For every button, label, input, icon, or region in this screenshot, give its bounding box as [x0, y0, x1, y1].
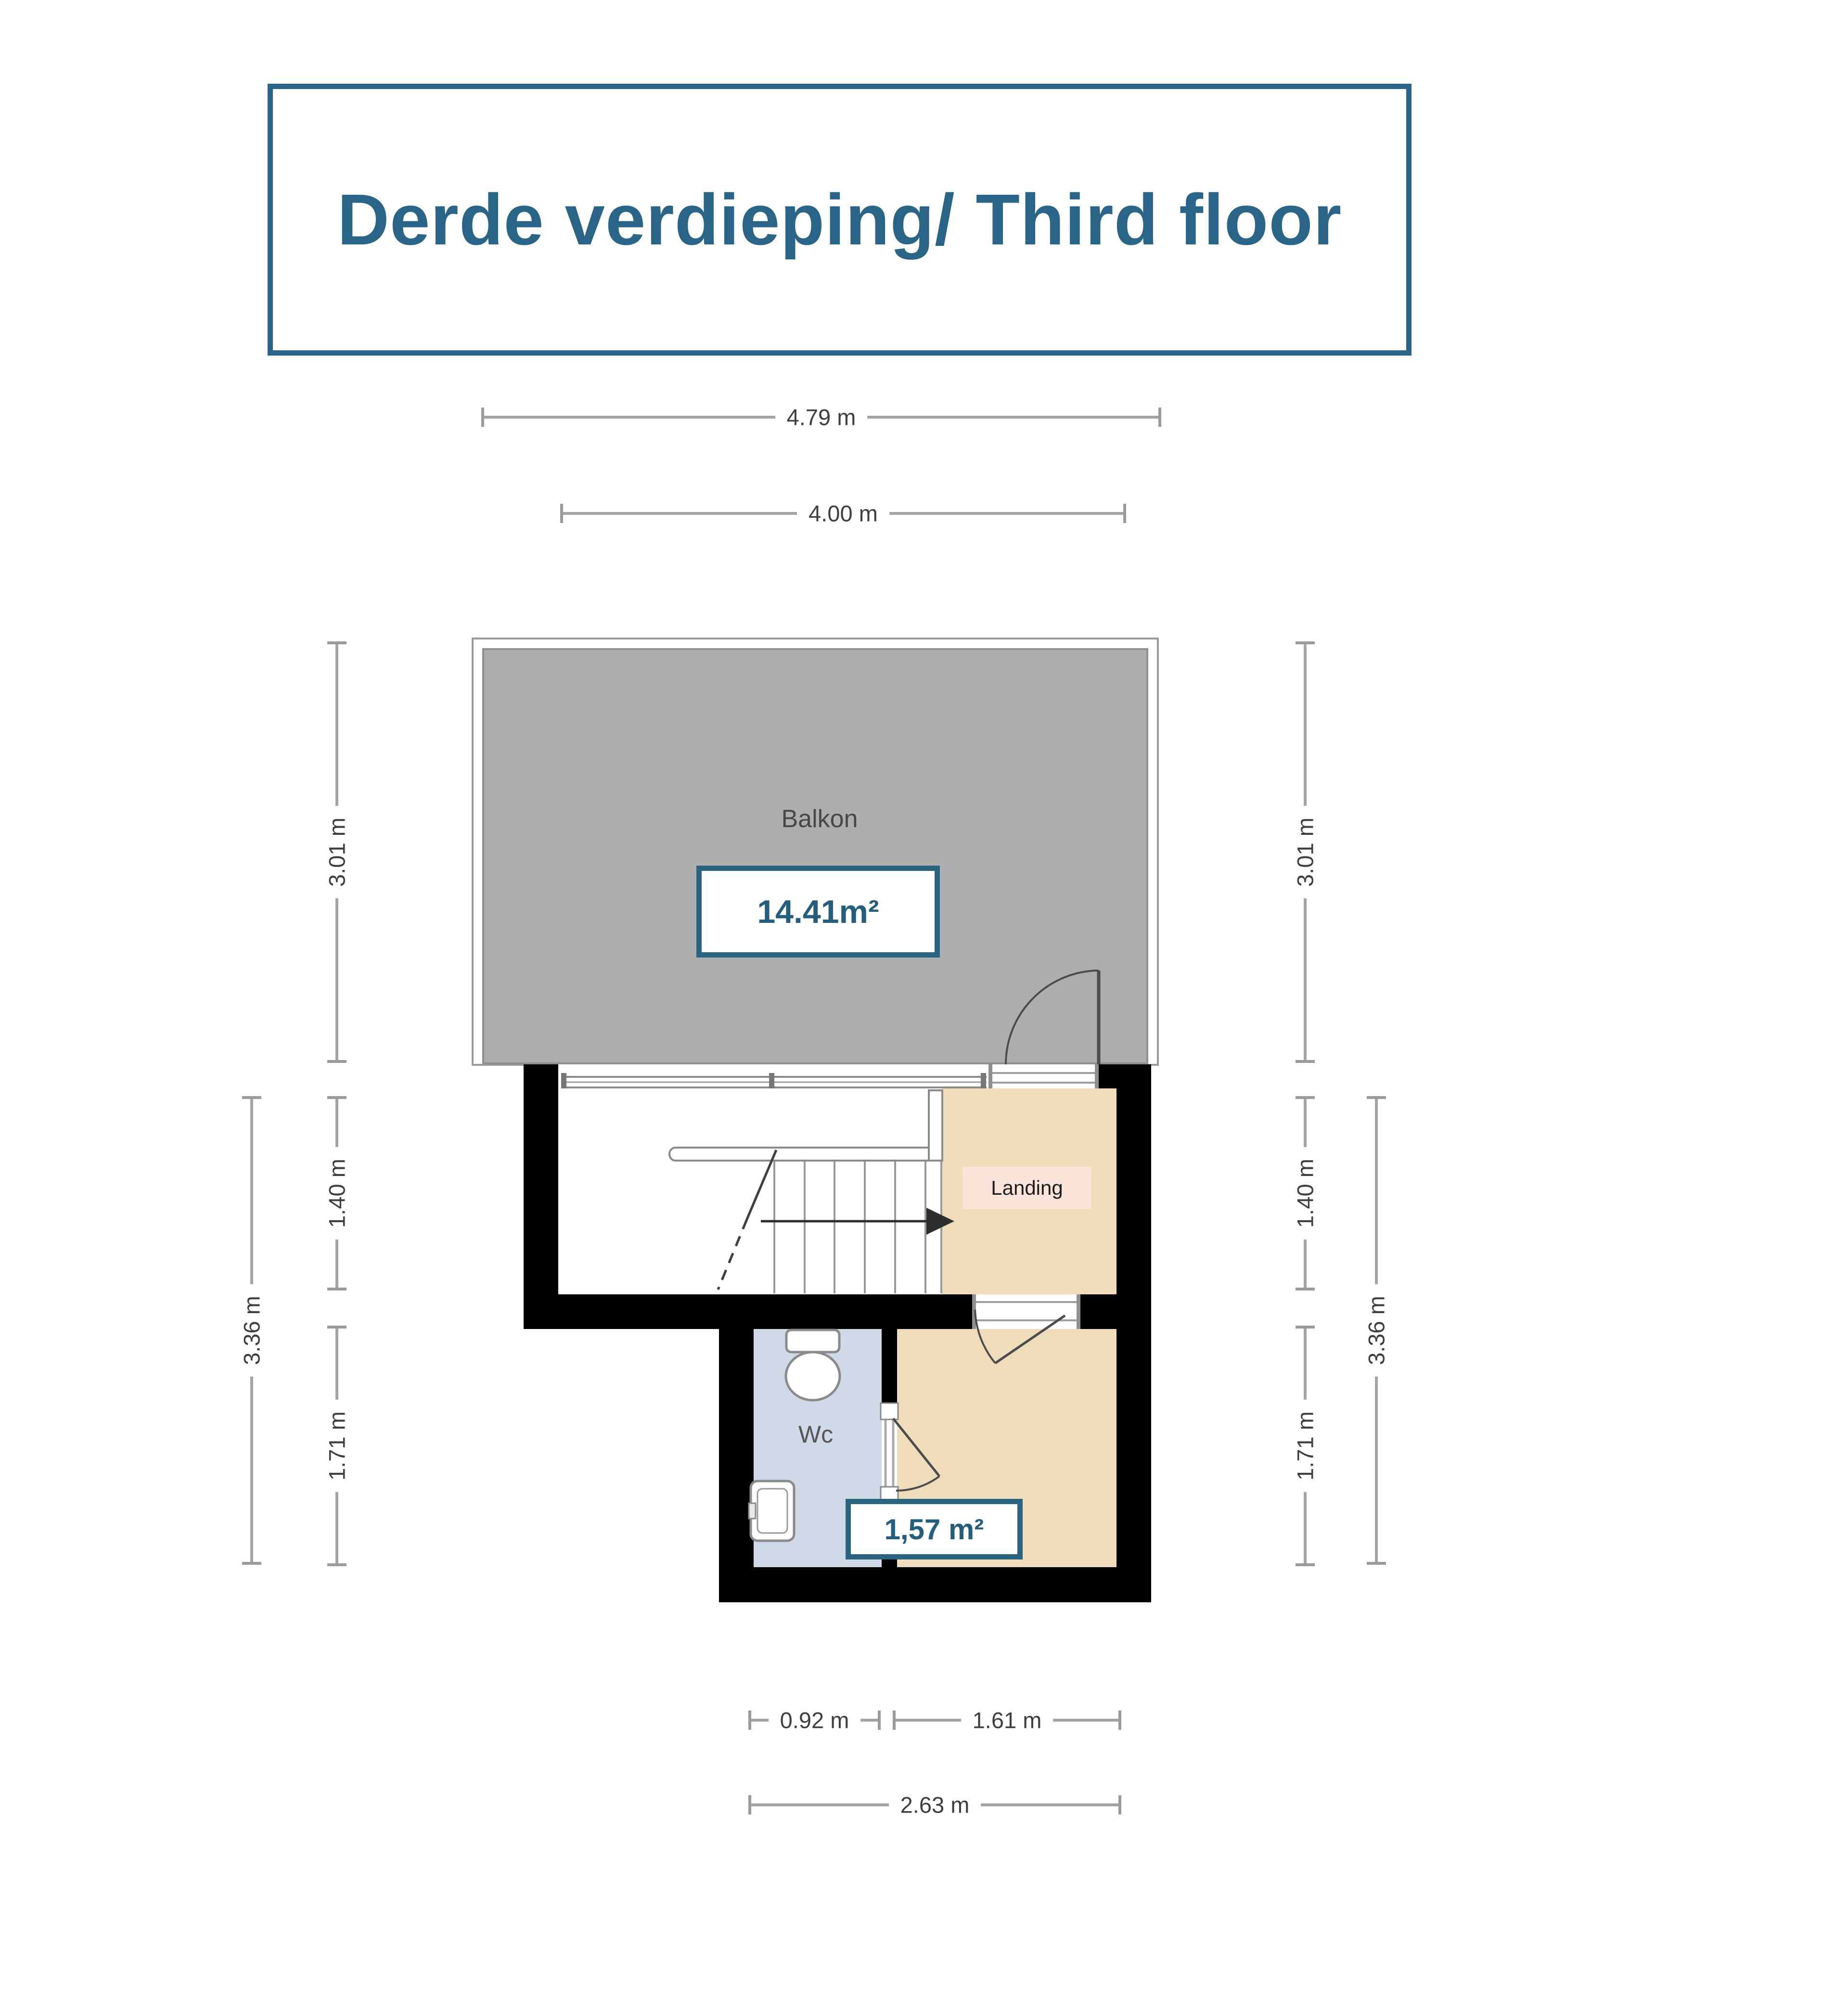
- dim-tick-end: [327, 1288, 346, 1290]
- landing-door-opening: [972, 1294, 1080, 1329]
- landing-label-box: [962, 1167, 1091, 1209]
- dim-tick-start: [327, 1096, 346, 1099]
- dim-label: 2.63 m: [889, 1792, 981, 1818]
- balcony-area-value: 14.41m²: [757, 893, 879, 930]
- balcony-door-opening: [988, 1064, 1099, 1088]
- balcony-window: [558, 1064, 988, 1088]
- dim-tick-end: [1118, 1795, 1121, 1814]
- floor-title-box: [268, 84, 1412, 356]
- wall-lower-left: [719, 1329, 754, 1602]
- dim-label: 3.01 m: [324, 806, 350, 898]
- stairwell-floor: [558, 1088, 942, 1294]
- dim-label: 1.71 m: [1292, 1400, 1319, 1492]
- dim-tick-start: [242, 1096, 261, 1099]
- dim-label: 1.71 m: [324, 1400, 350, 1492]
- wall-wc-divider-upper: [882, 1329, 897, 1418]
- dim-tick-end: [242, 1562, 261, 1565]
- dim-label: 4.00 m: [797, 500, 889, 527]
- wall-lower-bottom: [719, 1567, 1151, 1602]
- dim-tick-start: [893, 1711, 896, 1730]
- dim-tick-end: [878, 1711, 881, 1730]
- dim-tick-start: [481, 408, 484, 427]
- landing-label: Landing: [991, 1176, 1063, 1199]
- balcony-area-badge: [696, 866, 940, 958]
- dim-tick-end: [1296, 1563, 1315, 1566]
- dim-label: 1.61 m: [961, 1707, 1053, 1734]
- dim-tick-end: [1118, 1711, 1121, 1730]
- dim-tick-start: [327, 641, 346, 644]
- balcony-label: Balkon: [781, 805, 858, 833]
- dim-tick-end: [1158, 408, 1161, 427]
- dim-tick-end: [327, 1060, 346, 1063]
- wall-middle-left: [524, 1064, 558, 1329]
- balcony-floor: [482, 648, 1148, 1064]
- dim-tick-start: [1296, 1096, 1315, 1099]
- dim-tick-end: [327, 1563, 346, 1566]
- dim-tick-start: [560, 504, 563, 523]
- dim-tick-start: [748, 1795, 751, 1814]
- dim-tick-start: [1296, 1326, 1315, 1329]
- floor-title: Derde verdieping/ Third floor: [337, 179, 1342, 260]
- wc-label: Wc: [798, 1421, 834, 1448]
- dim-label: 1.40 m: [1292, 1147, 1319, 1239]
- dim-tick-end: [1123, 504, 1126, 523]
- dim-tick-start: [1367, 1096, 1386, 1099]
- dim-tick-start: [327, 1326, 346, 1329]
- dim-label: 4.79 m: [775, 404, 868, 431]
- dim-label: 0.92 m: [769, 1707, 861, 1734]
- dim-label: 3.36 m: [239, 1284, 265, 1377]
- wall-right: [1116, 1064, 1151, 1602]
- dim-tick-start: [1296, 641, 1315, 644]
- dim-label: 1.40 m: [324, 1147, 350, 1239]
- dim-tick-start: [748, 1711, 751, 1730]
- wc-area-badge: [846, 1499, 1023, 1559]
- dim-label: 3.36 m: [1363, 1284, 1390, 1377]
- dim-tick-end: [1296, 1060, 1315, 1063]
- dim-tick-end: [1367, 1562, 1386, 1565]
- dim-tick-end: [1296, 1288, 1315, 1290]
- wc-area-value: 1,57 m²: [884, 1513, 984, 1546]
- dim-label: 3.01 m: [1292, 806, 1319, 898]
